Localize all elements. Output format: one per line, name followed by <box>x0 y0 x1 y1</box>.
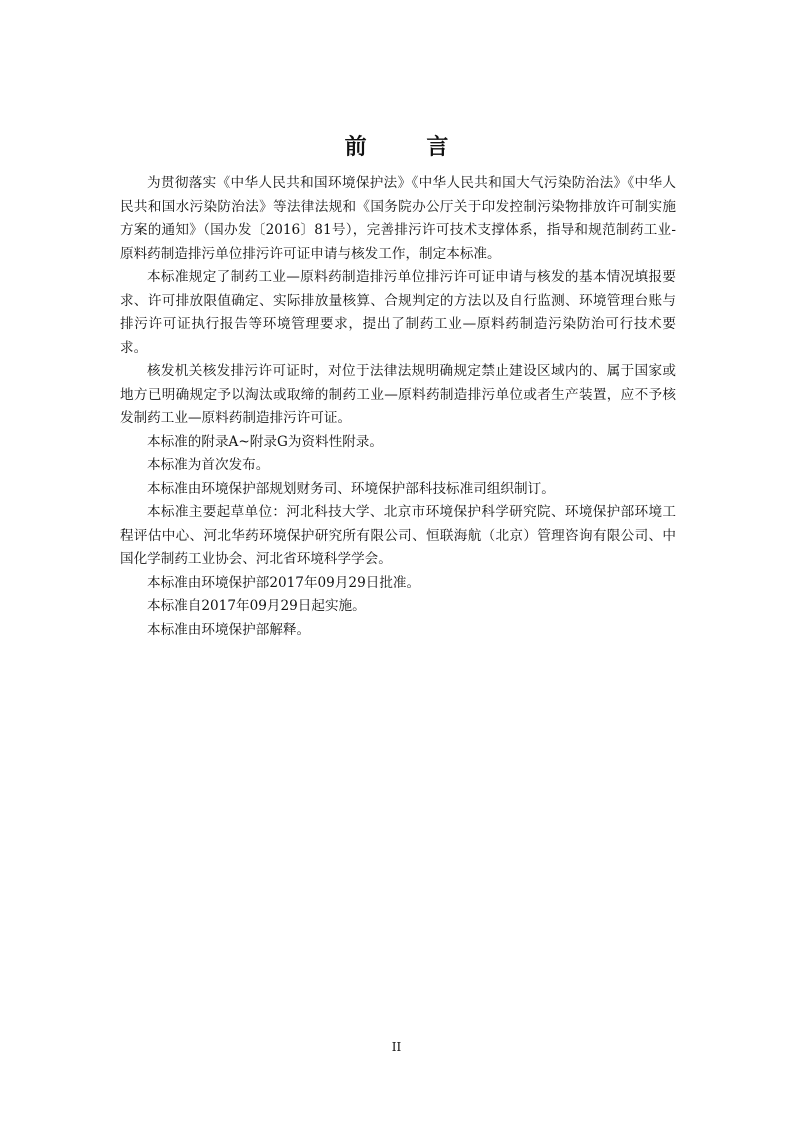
paragraph-scope: 本标准规定了制药工业—原料药制造排污单位排污许可证申请与核发的基本情况填报要求、许可排放限值确定、实际排放量核算、合规判定的方法以及自行监测、环境管理台账与排污许可证执行报告等环境管理要求，提出了制药工业—原料药制造污染防治可行技术要求。 <box>120 269 676 356</box>
paragraph-interpretation: 本标准由环境保护部解释。 <box>147 621 311 638</box>
page-title: 前 言 <box>344 134 475 160</box>
paragraph-issuance-restriction: 核发机关核发排污许可证时，对位于法律法规明确规定禁止建设区域内的、属于国家或地方已明确规定予以淘汰或取缔的制药工业—原料药制造排污单位或者生产装置，应不予核发制药工业—原料药制造排污许可证。 <box>120 363 676 426</box>
paragraph-drafting-units: 本标准主要起草单位：河北科技大学、北京市环境保护科学研究院、环境保护部环境工程评估中心、河北华药环境保护研究所有限公司、恒联海航（北京）管理咨询有限公司、中国化学制药工业协会、河北省环境科学学会。 <box>120 504 676 567</box>
paragraph-first-release: 本标准为首次发布。 <box>147 457 270 473</box>
paragraph-effective-date: 本标准自2017年09月29日起实施。 <box>147 598 366 614</box>
paragraph-appendix: 本标准的附录A~附录G为资料性附录。 <box>147 433 383 450</box>
paragraph-purpose: 为贯彻落实《中华人民共和国环境保护法》《中华人民共和国大气污染防治法》《中华人民共和国水污染防治法》等法律法规和《国务院办公厅关于印发控制污染物排放许可制实施方案的通知》（国办发〔2016〕81号），完善排污许可技术支撑体系，指导和规范制药工业-原料药制造排污单位排污许可证申请与核发工作，制定本标准。 <box>120 175 676 262</box>
foreword-body <box>120 172 676 642</box>
paragraph-approval-date: 本标准由环境保护部2017年09月29日批准。 <box>147 574 421 591</box>
paragraph-organizer: 本标准由环境保护部规划财务司、环境保护部科技标准司组织制订。 <box>147 480 555 497</box>
page-number: II <box>391 1040 402 1054</box>
